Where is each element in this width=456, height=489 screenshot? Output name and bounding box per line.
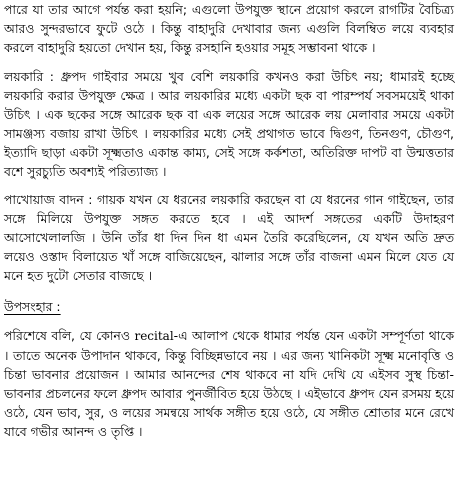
paragraph-pakhawaj: পাখোয়াজ বাদন : গায়ক যখন যে ধরনের লয়কারি করছেন বা যে ধরনের গান গাইছেন, তার সঙ্গে মিলিয়ে উপযুক্ত সঙ্গত করতে হবে । এই আদর্শ সঙ্গতের একটি উদাহরণ আসোখেলালজি । উনি তাঁর ধা দিন দিন ধা এমন তৈরি করেছিলেন, যে যখন অতি দ্রুত লয়েও ওস্তাদ বিলায়েত খাঁ সঙ্গে বাজিয়েছেন, ঝালার সঙ্গে তাঁর বাজনা এমন মিলে যেত যে মনে হত দুটো সেতার বাজছে । [4, 192, 454, 283]
paragraph-layakari: লয়কারি : ধ্রুপদ গাইবার সময়ে খুব বেশি লয়কারি কখনও করা উচিৎ নয়; ধামারই হচ্ছে লয়কারি করার উপযুক্ত ক্ষেত্র । আর লয়কারির মধ্যে একটা ছক বা পারম্পর্য সবসময়েই থাকা উচিৎ । এক ছকের সঙ্গে আরেক ছক বা এক লয়ের সঙ্গে আরেক লয় মেলাবার সময়ে একটা সামঞ্জস্য বজায় রাখা উচিৎ । লয়কারির মধ্যে সেই প্রথাগত ভাবে দ্বিগুণ, তিনগুণ, চৌগুণ, ইত্যাদি ছাড়া একটা সূক্ষ্মতাও একান্ত কাম্য, সেই সঙ্গে কর্কশতা, অতিরিক্ত দাপট বা উন্মত্ততার বশে সুরচ্যুতি অবশ্যই পরিত্যাজ্য । [4, 69, 454, 179]
document-page [4, 0, 454, 489]
conclusion-text-end: -এ আলাপ থেকে ধামার পর্যন্ত যেন একটা সম্পূর্ণতা থাকে । তাতে অনেক উপাদান থাকবে, কিন্তু বিচ্ছিন্নভাবে নয় । এর জন্য খানিকটা সূক্ষ্ম মনোবৃত্তি ও চিন্তা ভাবনার প্রয়োজন । আমার আনন্দের শেষ থাকবে না যদি দেখি যে এইসব সুস্থ চিন্তা-ভাবনার প্রচলনের ফলে ধ্রুপদ আবার পুনর্জীবিত হয়ে উঠছে । এইভাবে ধ্রুপদ যেন রসময় হয়ে ওঠে, যেন ভাব, সুর, ও লয়ের সমন্বয়ে সার্থক সঙ্গীত হয়ে ওঠে, যে সঙ্গীত শ্রোতার মনে রেখে যাবে গভীর আনন্দ ও তৃপ্তি । [4, 328, 454, 439]
conclusion-text-start: পরিশেষে বলি, যে কোনও [4, 328, 135, 343]
section-heading-conclusion: উপসংহার : [4, 299, 61, 314]
paragraph-conclusion [4, 326, 454, 441]
conclusion-latin-word: recital [134, 329, 174, 343]
paragraph-continuation: পারে যা তার আগে পর্যন্ত করা হয়নি; এগুলো উপযুক্ত স্থানে প্রয়োগ করলে রাগটির বৈচিত্র্য আরও সুন্দরভাবে ফুটে ওঠে । কিন্তু বাহাদুরি দেখাবার জন্য এগুলি বিলম্বিত লয়ে ব্যবহার করলে বাহাদুরি হয়তো দেখান হয়, কিন্তু রসহানি হওয়ার সমূহ সম্ভাবনা থাকে । [4, 2, 454, 55]
